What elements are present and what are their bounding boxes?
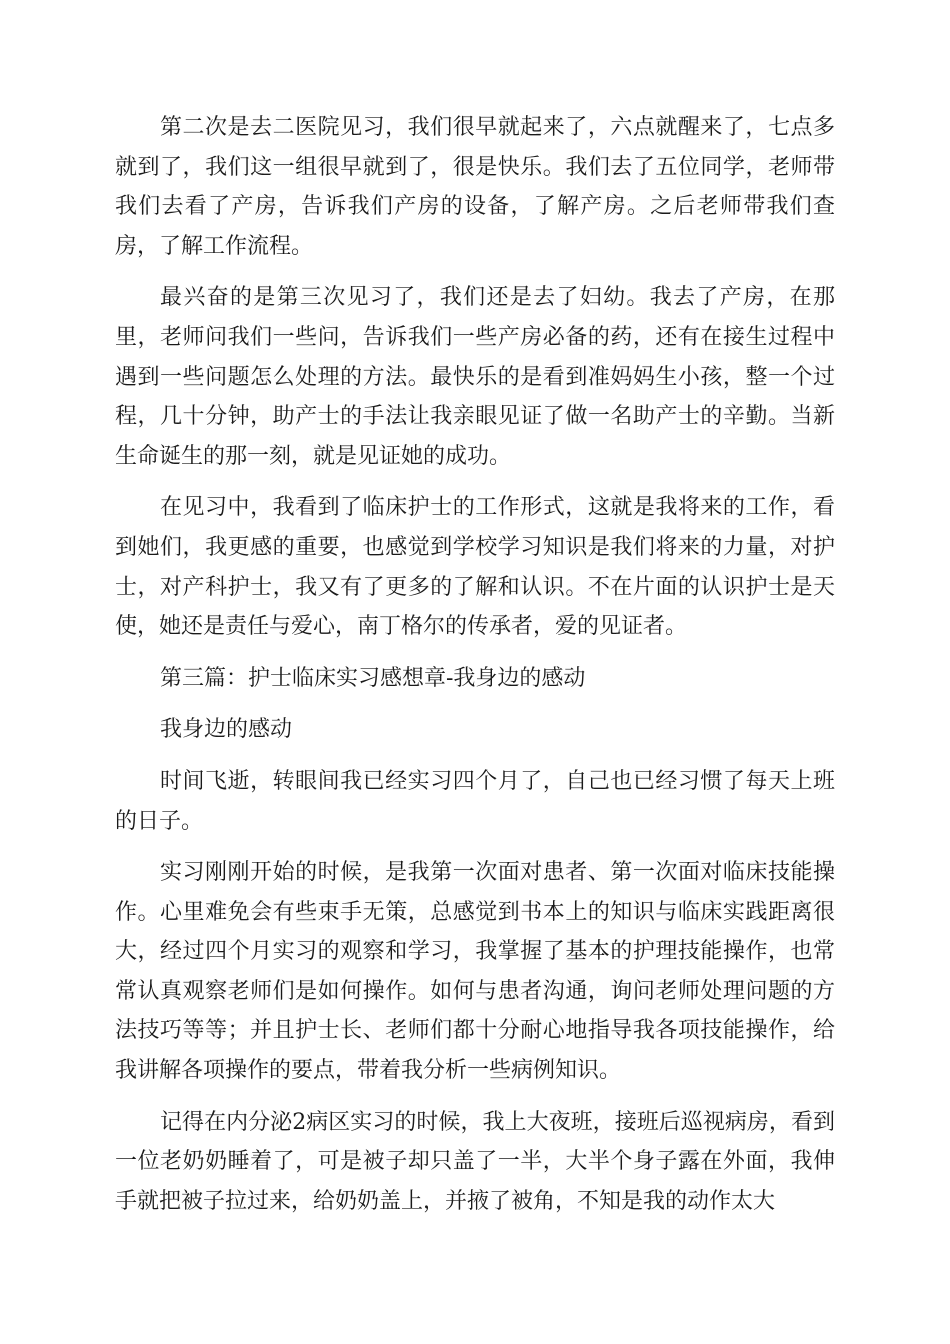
document-body (115, 108, 835, 1233)
paragraph: 实习刚刚开始的时候，是我第一次面对患者、第一次面对临床技能操作。心里难免会有些束手无策，总感觉到书本上的知识与临床实践距离很大，经过四个月实习的观察和学习，我掌握了基本的护理技能操作，也常常认真观察老师们是如何操作。如何与患者沟通，询问老师处理问题的方法技巧等等；并且护士长、老师们都十分耐心地指导我各项技能操作，给我讲解各项操作的要点，带着我分析一些病例知识。 (115, 860, 835, 1084)
paragraph: 时间飞逝，转眼间我已经实习四个月了，自己也已经习惯了每天上班的日子。 (115, 768, 835, 834)
section-title: 第三篇：护士临床实习感想章-我身边的感动 (160, 665, 586, 691)
article-title: 我身边的感动 (160, 717, 293, 743)
paragraph: 最兴奋的是第三次见习了，我们还是去了妇幼。我去了产房，在那里，老师问我们一些问，告诉我们一些产房必备的药，还有在接生过程中遇到一些问题怎么处理的方法。最快乐的是看到准妈妈生小孩，整一个过程，几十分钟，助产士的手法让我亲眼见证了做一名助产士的辛勤。当新生命诞生的那一刻，就是见证她的成功。 (115, 285, 835, 469)
paragraph: 第二次是去二医院见习，我们很早就起来了，六点就醒来了，七点多就到了，我们这一组很早就到了，很是快乐。我们去了五位同学，老师带我们去看了产房，告诉我们产房的设备，了解产房。之后老师带我们查房，了解工作流程。 (115, 115, 835, 259)
paragraph: 记得在内分泌2病区实习的时候，我上大夜班，接班后巡视病房，看到一位老奶奶睡着了，可是被子却只盖了一半，大半个身子露在外面，我伸手就把被子拉过来，给奶奶盖上，并掖了被角，不知是我的动作太大 (115, 1109, 835, 1214)
paragraph: 在见习中，我看到了临床护士的工作形式，这就是我将来的工作，看到她们，我更感的重要，也感觉到学校学习知识是我们将来的力量，对护士，对产科护士，我又有了更多的了解和认识。不在片面的认识护士是天使，她还是责任与爱心，南丁格尔的传承者，爱的见证者。 (115, 495, 835, 640)
